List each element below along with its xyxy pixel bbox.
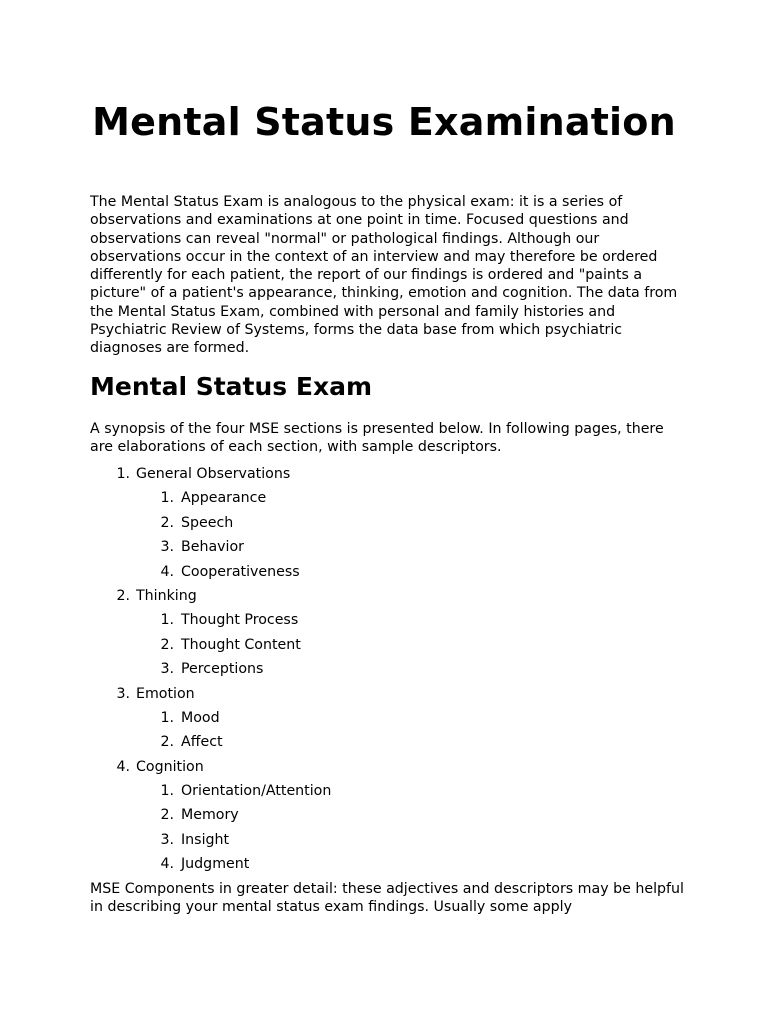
list-number: 2. bbox=[116, 587, 130, 604]
list-number: 3. bbox=[116, 685, 130, 702]
list-number: 3. bbox=[160, 661, 174, 678]
outline-section-label: General Observations bbox=[136, 466, 291, 482]
list-number: 4. bbox=[160, 563, 174, 580]
outline-subitem-label: Appearance bbox=[181, 490, 267, 507]
list-number: 1. bbox=[116, 466, 130, 482]
mse-outline-list bbox=[90, 465, 690, 880]
page-title: Mental Status Examination bbox=[92, 100, 676, 144]
outline-subitem bbox=[90, 489, 690, 513]
list-number: 1. bbox=[160, 490, 174, 507]
list-number: 1. bbox=[160, 783, 174, 800]
list-number: 2. bbox=[160, 807, 174, 824]
list-number: 1. bbox=[160, 709, 174, 726]
outline-subitem-label: Speech bbox=[181, 514, 234, 531]
outline-subitem bbox=[90, 538, 690, 562]
outline-section-label: Emotion bbox=[136, 685, 195, 702]
synopsis-paragraph: A synopsis of the four MSE sections is presented below. In following pages, there are elaborations of each section, with sample descriptors. bbox=[90, 421, 664, 456]
outline-subitem-label: Thought Process bbox=[181, 612, 299, 629]
outline-subitem bbox=[90, 660, 690, 684]
outline-subitem bbox=[90, 855, 690, 879]
outline-subitem bbox=[90, 611, 690, 635]
outline-subitem-label: Affect bbox=[181, 734, 223, 751]
outline-subitem-label: Cooperativeness bbox=[181, 563, 300, 580]
outline-subitem bbox=[90, 733, 690, 757]
outline-subitem-label: Behavior bbox=[181, 539, 244, 556]
list-number: 2. bbox=[160, 636, 174, 653]
list-number: 4. bbox=[160, 856, 174, 873]
outline-subitem bbox=[90, 782, 690, 806]
outline-subitem bbox=[90, 636, 690, 660]
list-number: 2. bbox=[160, 734, 174, 751]
list-number: 1. bbox=[160, 612, 174, 629]
list-number: 4. bbox=[116, 758, 130, 775]
list-number: 3. bbox=[160, 539, 174, 556]
outline-section bbox=[90, 685, 690, 709]
outline-section bbox=[90, 758, 690, 782]
outline-subitem-label: Perceptions bbox=[181, 661, 264, 678]
section-heading: Mental Status Exam bbox=[90, 372, 373, 401]
outline-subitem-label: Insight bbox=[181, 831, 230, 848]
outline-subitem bbox=[90, 563, 690, 587]
list-number: 3. bbox=[160, 831, 174, 848]
outline-subitem-label: Mood bbox=[181, 709, 220, 726]
outline-section-label: Thinking bbox=[136, 587, 197, 604]
outline-subitem-label: Thought Content bbox=[181, 636, 301, 653]
intro-paragraph: The Mental Status Exam is analogous to the physical exam: it is a series of observations and examinations at one point in time. Focused questions and observations can reveal "normal" or pathological findings. Although our observations occur in the context of an interview and may therefore be ordered differently for each patient, the report of our findings is ordered and "paints a picture" of a patient's appearance, thinking, emotion and cognition. The data from the Mental Status Exam, combined with personal and family histories and Psychiatric Review of Systems, forms the data base from which psychiatric diagnoses are formed. bbox=[90, 194, 678, 357]
outline-subitem-label: Memory bbox=[181, 807, 239, 824]
list-number: 2. bbox=[160, 514, 174, 531]
outline-section bbox=[90, 465, 690, 489]
outline-subitem-label: Orientation/Attention bbox=[181, 783, 332, 800]
outline-section-label: Cognition bbox=[136, 758, 204, 775]
outline-subitem bbox=[90, 806, 690, 830]
outline-subitem-label: Judgment bbox=[181, 856, 250, 873]
outline-subitem bbox=[90, 514, 690, 538]
outline-subitem bbox=[90, 831, 690, 855]
closing-paragraph: MSE Components in greater detail: these adjectives and descriptors may be helpful in describing your mental status exam findings. Usually some apply bbox=[90, 881, 684, 916]
outline-section bbox=[90, 587, 690, 611]
outline-subitem bbox=[90, 709, 690, 733]
